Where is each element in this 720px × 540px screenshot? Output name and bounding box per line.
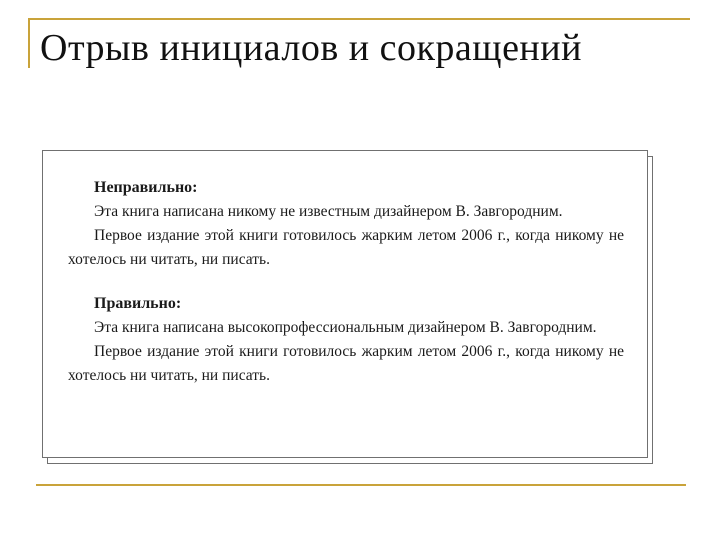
bottom-divider-line xyxy=(36,484,686,486)
wrong-heading: Неправильно: xyxy=(94,179,198,196)
right-paragraph-2: Первое издание этой книги готовилось жарким летом 2006 г., когда никому не хотелось ни читать, ни писать. xyxy=(68,343,624,384)
example-content xyxy=(68,176,624,388)
right-paragraph-1: Эта книга написана высокопрофессиональным дизайнером В. Завгородним. xyxy=(94,319,597,336)
slide-title: Отрыв инициалов и сокращений xyxy=(40,27,582,69)
top-divider-line xyxy=(28,18,690,20)
wrong-paragraph-2: Первое издание этой книги готовилось жарким летом 2006 г., когда никому не хотелось ни читать, ни писать. xyxy=(68,227,624,268)
right-heading: Правильно: xyxy=(94,295,182,312)
left-accent-line xyxy=(28,18,30,68)
wrong-paragraph-1: Эта книга написана никому не известным дизайнером В. Завгородним. xyxy=(94,203,563,220)
section-gap xyxy=(68,272,624,292)
